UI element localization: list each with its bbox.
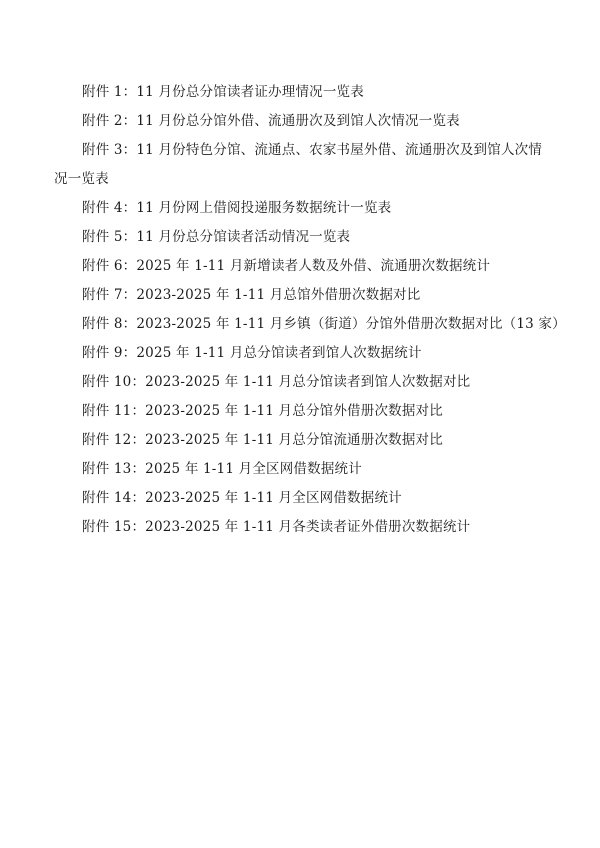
attachment-item-10: 附件 10：2023-2025 年 1-11 月总分馆读者到馆人次数据对比	[82, 374, 471, 390]
attachment-item-15: 附件 15：2023-2025 年 1-11 月各类读者证外借册次数据统计	[82, 519, 471, 535]
attachment-item-12: 附件 12：2023-2025 年 1-11 月总分馆流通册次数据对比	[82, 432, 443, 448]
attachment-item-2: 附件 2：11 月份总分馆外借、流通册次及到馆人次情况一览表	[82, 113, 460, 129]
attachment-item-3	[54, 136, 552, 194]
attachment-item-8: 附件 8：2023-2025 年 1-11 月乡镇（街道）分馆外借册次数据对比（13 家）	[82, 316, 566, 332]
attachment-item-5: 附件 5：11 月份总分馆读者活动情况一览表	[82, 229, 351, 245]
attachment-item-13: 附件 13：2025 年 1-11 月全区网借数据统计	[82, 461, 362, 477]
attachment-list	[54, 78, 566, 542]
attachment-item-6: 附件 6：2025 年 1-11 月新增读者人数及外借、流通册次数据统计	[82, 258, 491, 274]
attachment-item-11: 附件 11：2023-2025 年 1-11 月总分馆外借册次数据对比	[82, 403, 443, 419]
attachment-item-9: 附件 9：2025 年 1-11 月总分馆读者到馆人次数据统计	[82, 345, 422, 361]
attachment-item-7: 附件 7：2023-2025 年 1-11 月总馆外借册次数据对比	[82, 287, 421, 303]
attachment-item-3-line-1: 附件 3：11 月份特色分馆、流通点、农家书屋外借、流通册次及到馆人次情	[82, 142, 543, 158]
attachment-item-3-line-2: 况一览表	[54, 171, 109, 187]
attachment-item-1: 附件 1：11 月份总分馆读者证办理情况一览表	[82, 84, 364, 100]
attachment-item-14: 附件 14：2023-2025 年 1-11 月全区网借数据统计	[82, 490, 402, 506]
attachment-item-4: 附件 4：11 月份网上借阅投递服务数据统计一览表	[82, 200, 392, 216]
